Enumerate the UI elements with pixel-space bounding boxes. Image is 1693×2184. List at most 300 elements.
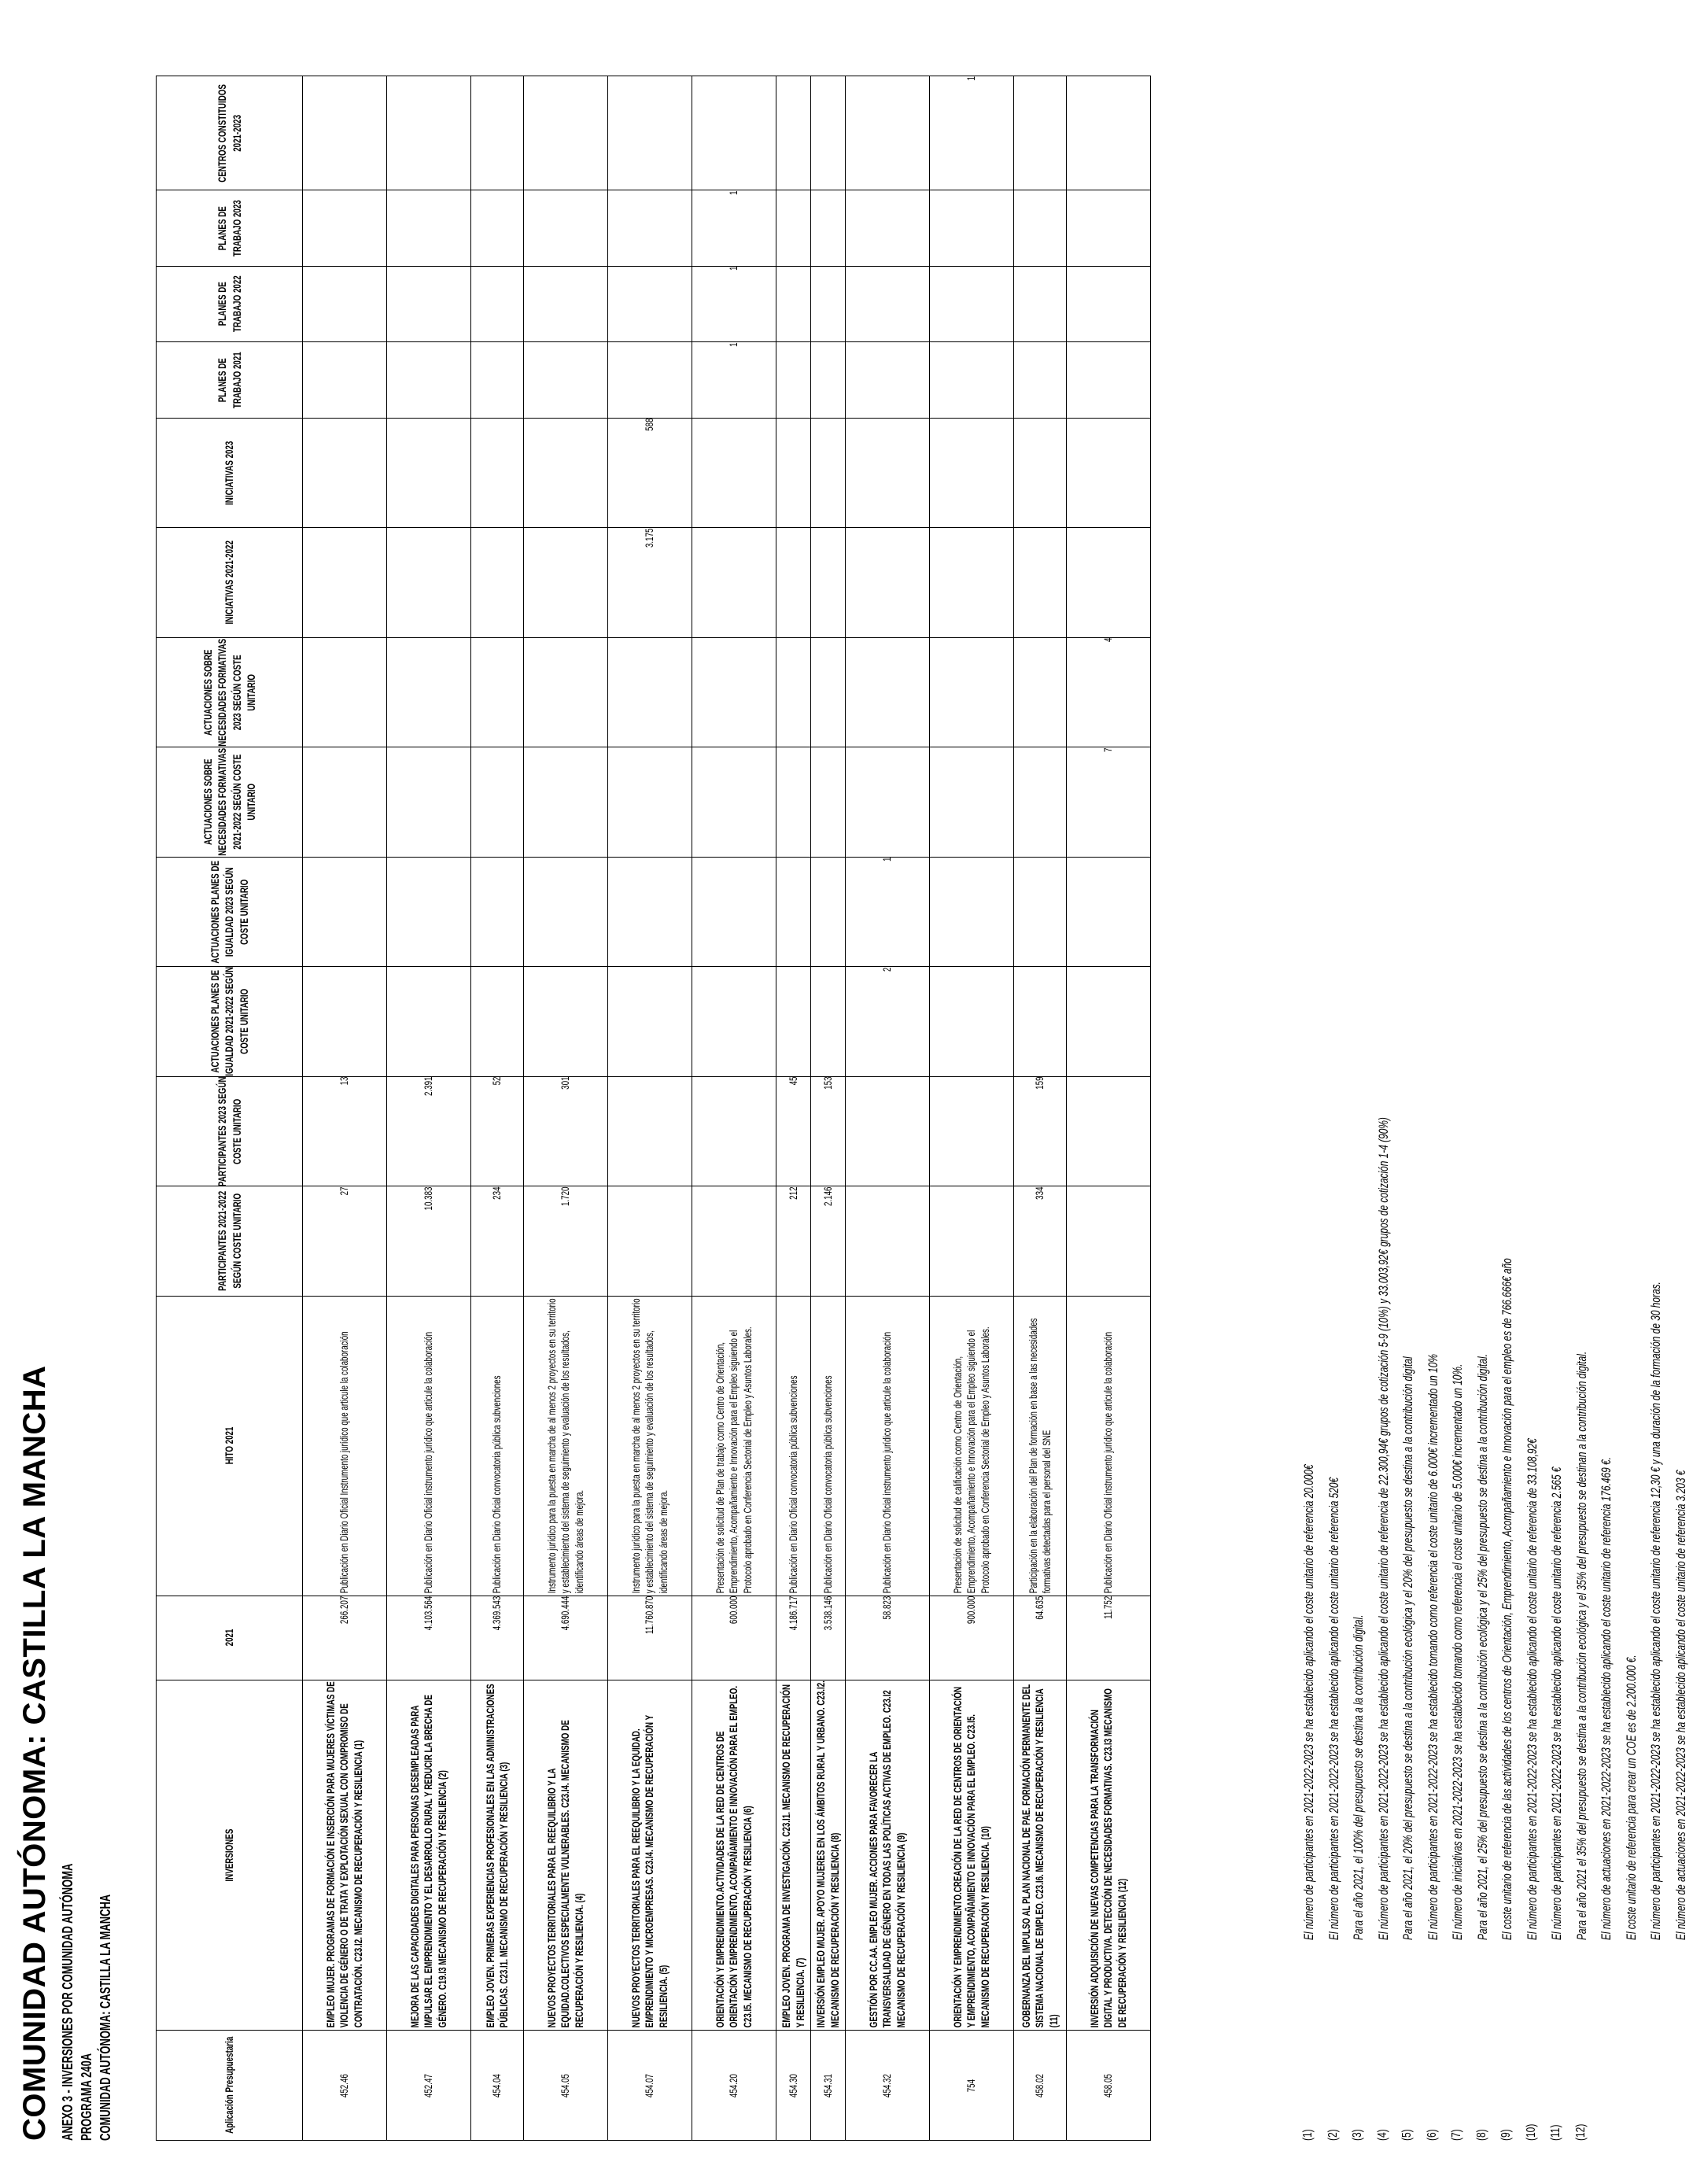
amount-2021-value: 4.369.543 (490, 1596, 503, 1631)
training-actions-2023-cell (471, 637, 524, 747)
centers-cell (930, 76, 1014, 190)
community-line: COMUNIDAD AUTÓNOMA: CASTILLA LA MANCHA (98, 1894, 113, 2141)
footnote-text: Para el año 2021, el 20% del presupuesto se destina a la contribución ecológica y el 20% del presupuesto se destina a la contribución digital (1400, 1356, 1415, 1940)
participants-2021-2022-cell (846, 1186, 930, 1297)
footnote-text: El número de iniciativas en 2021-2022-2023 se ha establecido tomando como referencia el coste unitario de 5.000€ incrementado un 10%. (1450, 1363, 1465, 1940)
work-plans-2023-cell (1067, 190, 1151, 266)
investment-value: ORIENTACIÓN Y EMPRENDIMIENTO.CREACIÓN DE LA RED DE CENTROS DE ORIENTACIÓN Y EMPRENDIMIENTO, ACOMPAÑAMIENTO E INNOVACIÓN PARA EL EMPLEO. C23.I5. MECANISMO DE RECUPERACIÓN Y RESILIENCIA. (10) (950, 1687, 991, 2028)
footnote-number: (9) (1499, 2129, 1513, 2141)
participants-2021-2022-value: 10.383 (422, 1186, 435, 1211)
investment-cell (692, 1680, 776, 2031)
initiatives-2023-cell (524, 418, 608, 528)
work-plans-2021-cell (811, 342, 846, 419)
work-plans-2021-cell (524, 342, 608, 419)
milestone-value: Publicación en Diario Oficial instrumento jurídico que articule la colaboración (1101, 1331, 1115, 1593)
work-plans-2023-cell (471, 190, 524, 266)
milestone-cell (303, 1296, 387, 1596)
equality-actions-2021-2022-value: 2 (880, 967, 894, 972)
footnote-text: El número de participantes en 2021-2022-2023 se ha establecido aplicando el coste unitario de referencia de 22.300,94€ grupos de cotización 5-9 (10%) y 33.003,92€ grupos de cotización 1-4 (90%) (1375, 1117, 1391, 1940)
column-header-label: INICIATIVAS 2021-2022 (223, 540, 236, 625)
table-header-row (157, 76, 303, 2141)
training-actions-2021-2022-cell (930, 747, 1014, 858)
milestone-cell (776, 1296, 811, 1596)
participants-2021-2022-cell (1067, 1186, 1151, 1297)
investment-value: MEJORA DE LAS CAPACIDADES DIGITALES PARA PERSONAS DESEMPLEADAS PARA IMPULSAR EL EMPRENDIMIENTO Y EL DESARROLLO RURAL Y REDUCIR LA BRECHA DE GÉNERO. C19.I3 MECANISMO DE RECUPERACIÓN Y RESILIENCIA (2) (408, 1695, 448, 2028)
work-plans-2022-cell (303, 266, 387, 342)
column-header (157, 190, 303, 266)
amount-2021-cell (1014, 1596, 1067, 1680)
centers-cell (471, 76, 524, 190)
investment-value: EMPLEO JOVEN. PRIMERAS EXPERIENCIAS PROFESIONALES EN LAS ADMINISTRACIONES PÚBLICAS. C23.I1. MECANISMO DE RECUPERACIÓN Y RESILIENCIA (3) (483, 1684, 510, 2028)
milestone-cell (692, 1296, 776, 1596)
initiatives-2023-value: 588 (643, 418, 656, 432)
initiatives-2023-cell (1014, 418, 1067, 528)
column-header (157, 1680, 303, 2031)
centers-cell (524, 76, 608, 190)
investments-table (156, 76, 1151, 2141)
training-actions-2023-cell (930, 637, 1014, 747)
table-row (811, 76, 846, 2141)
column-header (157, 528, 303, 638)
work-plans-2023-cell (387, 190, 471, 266)
column-header (157, 637, 303, 747)
equality-actions-2023-cell (303, 857, 387, 967)
equality-actions-2023-cell (846, 857, 930, 967)
initiatives-2021-2022-cell (303, 528, 387, 638)
training-actions-2023-cell (692, 637, 776, 747)
budget-code-cell (303, 2031, 387, 2141)
milestone-cell (387, 1296, 471, 1596)
initiatives-2021-2022-cell (387, 528, 471, 638)
column-header-label: PARTICIPANTES 2023 SEGÚN COSTE UNITARIO (216, 1076, 243, 1186)
footnote (1470, 17, 1496, 2141)
investment-value: ORIENTACIÓN Y EMPRENDIMIENTO.ACTIVIDADES DE LA RED DE CENTROS DE ORIENTACIÓN Y EMPRENDIMIENTO, ACOMPAÑAMIENTO E INNOVACIÓN PARA EL EMPLEO. C23.I5. MECANISMO DE RECUPERACIÓN Y RESILIENCIA (6) (713, 1686, 754, 2028)
budget-code-cell (776, 2031, 811, 2141)
training-actions-2021-2022-cell (303, 747, 387, 858)
footnote (1544, 17, 1569, 2141)
milestone-value: Presentación de solicitud de Plan de trabajo como Centro de Orientación, Emprendimiento, Acompañamiento e Innovación para el Empleo siguiendo el Protocolo aprobado en Conferencia Sectorial de Empleo y Asuntos Laborales. (713, 1326, 754, 1593)
amount-2021-cell (303, 1596, 387, 1680)
column-header (157, 747, 303, 858)
column-header-label: PLANES DE TRABAJO 2022 (216, 275, 243, 333)
footnote-number: (3) (1351, 2129, 1364, 2141)
training-actions-2023-cell (1014, 637, 1067, 747)
footnote-text: El coste unitario de referencia de las actividades de los centros de Orientación, Emprendimiento, Acompañamiento e Innovación para el empleo es de 766.666€ año (1499, 1258, 1514, 1940)
budget-code-value: 454.20 (727, 2073, 740, 2097)
footnote-text: El número de participantes en 2021-2022-2023 se ha establecido aplicando el coste unitario de referencia 2.565 € (1549, 1466, 1564, 1940)
investment-value: NUEVOS PROYECTOS TERRITORIALES PARA EL REEQUILIBRIO Y LA EQUIDAD.COLECTIVOS ESPECIALMENTE VULNERABLES. C23.I4. MECANISMO DE RECUPERACIÓN Y RESILIENCIA. (4) (544, 1720, 585, 2028)
training-actions-2021-2022-cell (1014, 747, 1067, 858)
footnote-number: (2) (1326, 2129, 1340, 2141)
milestone-cell (608, 1296, 692, 1596)
amount-2021-cell (608, 1596, 692, 1680)
investment-value: INVERSIÓN ADQUISICIÓN DE NUEVAS COMPETENCIAS PARA LA TRANSFORMACIÓN DIGITAL Y PRODUCTIVA. DETECCIÓN DE NECESIDADES FORMATIVAS. C23.I3 MECANISMO DE RECUPERACIÓN Y RESILIENCIA (12) (1087, 1688, 1128, 2028)
participants-2023-cell (811, 1076, 846, 1186)
training-actions-2023-value: 4 (1101, 637, 1115, 643)
participants-2023-value: 2.391 (422, 1076, 435, 1097)
footnote-text: Para el año 2021, el 25% del presupuesto se destina a la contribución ecológica y el 25% del presupuesto se destina a la contribución digital. (1474, 1354, 1490, 1940)
training-actions-2023-cell (811, 637, 846, 747)
participants-2023-value: 159 (1033, 1076, 1046, 1090)
participants-2021-2022-value: 2.146 (821, 1186, 834, 1206)
participants-2021-2022-cell (776, 1186, 811, 1297)
work-plans-2021-cell (1014, 342, 1067, 419)
work-plans-2021-value: 1 (727, 342, 740, 347)
work-plans-2022-cell (608, 266, 692, 342)
column-header (157, 76, 303, 190)
initiatives-2021-2022-cell (776, 528, 811, 638)
equality-actions-2023-cell (1067, 857, 1151, 967)
participants-2021-2022-cell (930, 1186, 1014, 1297)
amount-2021-value: 4.103.564 (422, 1596, 435, 1631)
budget-code-value: 458.05 (1101, 2073, 1115, 2097)
participants-2023-cell (1067, 1076, 1151, 1186)
work-plans-2021-cell (930, 342, 1014, 419)
initiatives-2021-2022-cell (1067, 528, 1151, 638)
footnote-number: (11) (1549, 2124, 1562, 2141)
budget-code-cell (692, 2031, 776, 2141)
work-plans-2022-cell (471, 266, 524, 342)
centers-cell (303, 76, 387, 190)
milestone-cell (930, 1296, 1014, 1596)
milestone-value: Publicación en Diario Oficial instrumento jurídico que articule la colaboración (422, 1331, 435, 1593)
budget-code-value: 454.05 (559, 2073, 572, 2097)
participants-2023-cell (776, 1076, 811, 1186)
work-plans-2023-cell (524, 190, 608, 266)
work-plans-2022-cell (524, 266, 608, 342)
initiatives-2023-cell (692, 418, 776, 528)
column-header (157, 342, 303, 419)
footnote-text: El número de participantes en 2021-2022-2023 se ha establecido aplicando el coste unitario de referencia de 33.108,92€ (1524, 1438, 1540, 1940)
budget-code-cell (1067, 2031, 1151, 2141)
participants-2023-value: 13 (337, 1076, 351, 1086)
equality-actions-2023-cell (1014, 857, 1067, 967)
participants-2023-cell (846, 1076, 930, 1186)
table-row (692, 76, 776, 2141)
footnote-text: El coste unitario de referencia para crear un COE es de 2.200.000 €. (1623, 1655, 1639, 1940)
column-header-label: Aplicación Presupuestaria (223, 2037, 236, 2134)
training-actions-2023-cell (387, 637, 471, 747)
amount-2021-value: 3.538.146 (821, 1596, 834, 1631)
initiatives-2023-cell (471, 418, 524, 528)
amount-2021-value: 11.752 (1101, 1596, 1115, 1620)
equality-actions-2021-2022-cell (692, 967, 776, 1077)
budget-code-cell (1014, 2031, 1067, 2141)
amount-2021-cell (387, 1596, 471, 1680)
participants-2021-2022-cell (1014, 1186, 1067, 1297)
work-plans-2022-cell (930, 266, 1014, 342)
column-header (157, 2031, 303, 2141)
participants-2021-2022-cell (303, 1186, 387, 1297)
budget-code-value: 452.46 (337, 2073, 351, 2097)
participants-2023-cell (303, 1076, 387, 1186)
work-plans-2023-cell (930, 190, 1014, 266)
work-plans-2022-cell (811, 266, 846, 342)
initiatives-2021-2022-cell (524, 528, 608, 638)
investment-cell (524, 1680, 608, 2031)
budget-code-value: 452.47 (422, 2073, 435, 2097)
investment-cell (608, 1680, 692, 2031)
budget-code-value: 454.30 (786, 2073, 799, 2097)
amount-2021-cell (1067, 1596, 1151, 1680)
participants-2023-value: 52 (490, 1076, 503, 1086)
participants-2021-2022-cell (524, 1186, 608, 1297)
footnote (1371, 17, 1396, 2141)
footnote-number: (8) (1474, 2129, 1488, 2141)
milestone-value: Publicación en Diario Oficial convocatoria pública subvenciones (786, 1375, 799, 1593)
column-header-label: 2021 (223, 1629, 236, 1647)
budget-code-value: 458.02 (1033, 2073, 1046, 2097)
centers-cell (846, 76, 930, 190)
equality-actions-2021-2022-cell (303, 967, 387, 1077)
amount-2021-value: 64.635 (1033, 1596, 1046, 1620)
footnote (1445, 17, 1470, 2141)
initiatives-2021-2022-cell (846, 528, 930, 638)
investment-cell (1014, 1680, 1067, 2031)
centers-cell (1067, 76, 1151, 190)
footnote (1569, 17, 1595, 2141)
centers-cell (1014, 76, 1067, 190)
initiatives-2023-cell (303, 418, 387, 528)
budget-code-cell (811, 2031, 846, 2141)
investment-value: INVERSIÓN EMPLEO MUJER. APOYO MUJERES EN LOS ÁMBITOS RURAL Y URBANO. C23.I2. MECANISMO DE RECUPERACIÓN Y RESILIENCIA (8) (814, 1680, 841, 2028)
training-actions-2023-cell (776, 637, 811, 747)
footnote-text: El número de participantes en 2021-2022-2023 se ha establecido tomando como referencia el coste unitario de 6.000€ incrementado un 10% (1425, 1354, 1440, 1940)
amount-2021-cell (811, 1596, 846, 1680)
program-line: PROGRAMA 240A (79, 2053, 94, 2141)
training-actions-2023-cell (524, 637, 608, 747)
budget-code-cell (471, 2031, 524, 2141)
amount-2021-cell (524, 1596, 608, 1680)
footnote-number: (7) (1450, 2129, 1463, 2141)
equality-actions-2023-cell (930, 857, 1014, 967)
centers-cell (811, 76, 846, 190)
initiatives-2021-2022-cell (471, 528, 524, 638)
column-header-label: HITO 2021 (223, 1426, 236, 1465)
work-plans-2023-cell (692, 190, 776, 266)
annex-line: ANEXO 3 - INVERSIONES POR COMUNIDAD AUTÓNOMA (60, 1863, 76, 2141)
training-actions-2023-cell (303, 637, 387, 747)
work-plans-2021-cell (776, 342, 811, 419)
table-row (524, 76, 608, 2141)
table-row (846, 76, 930, 2141)
footnote-number: (12) (1573, 2123, 1588, 2141)
training-actions-2021-2022-cell (692, 747, 776, 858)
training-actions-2023-cell (608, 637, 692, 747)
equality-actions-2023-cell (811, 857, 846, 967)
training-actions-2021-2022-cell (1067, 747, 1151, 858)
centers-cell (387, 76, 471, 190)
footnote (1322, 17, 1347, 2141)
budget-code-value: 454.32 (880, 2073, 894, 2097)
budget-code-cell (387, 2031, 471, 2141)
work-plans-2022-cell (692, 266, 776, 342)
work-plans-2023-cell (776, 190, 811, 266)
budget-code-value: 454.31 (821, 2073, 834, 2097)
training-actions-2021-2022-cell (846, 747, 930, 858)
amount-2021-value: 11.760.870 (643, 1596, 656, 1635)
initiatives-2021-2022-cell (930, 528, 1014, 638)
investment-cell (930, 1680, 1014, 2031)
column-header (157, 1186, 303, 1297)
milestone-cell (471, 1296, 524, 1596)
equality-actions-2021-2022-cell (930, 967, 1014, 1077)
milestone-value: Publicación en Diario Oficial convocatoria pública subvenciones (821, 1375, 834, 1593)
budget-code-value: 454.04 (490, 2073, 503, 2097)
centers-cell (608, 76, 692, 190)
work-plans-2021-cell (1067, 342, 1151, 419)
investment-value: NUEVOS PROYECTOS TERRITORIALES PARA EL REEQUILIBRIO Y LA EQUIDAD. EMPRENDIMIENTO Y MICROEMPRESAS. C23.I4. MECANISMO DE RECUPERACIÓN Y RESILIENCIA. (5) (629, 1715, 669, 2028)
investment-cell (776, 1680, 811, 2031)
page-title: COMUNIDAD AUTÓNOMA: CASTILLA LA MANCHA (17, 1365, 52, 2141)
equality-actions-2021-2022-cell (471, 967, 524, 1077)
work-plans-2022-cell (846, 266, 930, 342)
footnote (1669, 17, 1693, 2141)
equality-actions-2023-cell (471, 857, 524, 967)
footnote (1643, 17, 1669, 2141)
work-plans-2023-cell (303, 190, 387, 266)
footnote (1296, 17, 1322, 2141)
milestone-value: Instrumento jurídico para la puesta en marcha de al menos 2 proyectos en su territorio y establecimiento del sistema de seguimiento y evaluación de los resultados, identificando áreas de mejora. (544, 1298, 585, 1593)
equality-actions-2023-cell (524, 857, 608, 967)
column-header (157, 266, 303, 342)
equality-actions-2021-2022-cell (387, 967, 471, 1077)
participants-2021-2022-value: 212 (786, 1186, 799, 1200)
milestone-cell (846, 1296, 930, 1596)
table-row (1067, 76, 1151, 2141)
equality-actions-2021-2022-cell (1014, 967, 1067, 1077)
work-plans-2021-cell (471, 342, 524, 419)
investment-cell (846, 1680, 930, 2031)
participants-2023-cell (692, 1076, 776, 1186)
equality-actions-2023-cell (387, 857, 471, 967)
work-plans-2023-value: 1 (727, 190, 740, 195)
initiatives-2023-cell (1067, 418, 1151, 528)
milestone-value: Publicación en Diario Oficial instrumento jurídico que articule la colaboración (880, 1331, 894, 1593)
participants-2023-value: 45 (786, 1076, 799, 1086)
milestone-value: Presentación de solicitud de calificación como Centro de Orientación, Emprendimiento, Acompañamiento e Innovación para el Empleo siguiendo el Protocolo aprobado en Conferencia Sectorial de Empleo y Asuntos Laborales. (950, 1326, 991, 1593)
equality-actions-2021-2022-cell (608, 967, 692, 1077)
milestone-cell (811, 1296, 846, 1596)
participants-2021-2022-cell (471, 1186, 524, 1297)
participants-2021-2022-cell (608, 1186, 692, 1297)
footnote (1520, 17, 1545, 2141)
initiatives-2023-cell (846, 418, 930, 528)
equality-actions-2021-2022-cell (846, 967, 930, 1077)
participants-2021-2022-cell (692, 1186, 776, 1297)
footnote (1421, 17, 1446, 2141)
column-header-label: PLANES DE TRABAJO 2023 (216, 199, 243, 256)
work-plans-2022-cell (776, 266, 811, 342)
equality-actions-2021-2022-cell (524, 967, 608, 1077)
investment-value: EMPLEO MUJER. PROGRAMAS DE FORMACIÓN E INSERCIÓN PARA MUJERES VÍCTIMAS DE VIOLENCIA DE GÉNERO O DE TRATA Y EXPLOTACIÓN SEXUAL CON COMPROMISO DE CONTRATACIÓN. C23.I2. MECANISMO DE RECUPERACIÓN Y RESILIENCIA (1) (323, 1681, 364, 2028)
amount-2021-value: 600.000 (727, 1596, 740, 1625)
investment-value: GOBERNANZA DEL IMPULSO AL PLAN NACIONAL DE PAE. FORMACIÓN PERMANENTE DEL SISTEMA NACIONAL DE EMPLEO. C23.I6. MECANISMO DE RECUPERACIÓN Y RESILIENCIA (11) (1019, 1684, 1060, 2028)
footnote-number: (4) (1375, 2129, 1389, 2141)
initiatives-2023-cell (930, 418, 1014, 528)
footnote-number: (5) (1400, 2129, 1414, 2141)
centers-cell (776, 76, 811, 190)
participants-2021-2022-cell (387, 1186, 471, 1297)
milestone-cell (1014, 1296, 1067, 1596)
participants-2021-2022-cell (811, 1186, 846, 1297)
equality-actions-2021-2022-cell (776, 967, 811, 1077)
work-plans-2023-cell (811, 190, 846, 266)
milestone-value: Publicación en Diario Oficial Instrumento jurídico que articule la colaboración (337, 1331, 351, 1593)
amount-2021-value: 266.207 (337, 1596, 351, 1625)
equality-actions-2023-cell (776, 857, 811, 967)
equality-actions-2023-cell (692, 857, 776, 967)
milestone-value: Instrumento jurídico para la puesta en marcha de al menos 2 proyectos en su territorio y establecimiento del sistema de seguimiento y evaluación de los resultados, identificando áreas de mejora. (629, 1298, 669, 1593)
footnote-text: El número de participantes en 2021-2022-2023 se ha establecido aplicando el coste unitario de referencia 520€ (1326, 1477, 1341, 1940)
initiatives-2023-cell (608, 418, 692, 528)
training-actions-2023-cell (846, 637, 930, 747)
column-header-label: INVERSIONES (223, 1828, 236, 1882)
training-actions-2021-2022-cell (471, 747, 524, 858)
footnote-text: El número de actuaciones en 2021-2022-2023 se ha establecido aplicando el coste unitario de referencia 176.469 €. (1599, 1457, 1614, 1940)
amount-2021-cell (692, 1596, 776, 1680)
table-row (776, 76, 811, 2141)
participants-2021-2022-value: 27 (337, 1186, 351, 1196)
participants-2021-2022-value: 334 (1033, 1186, 1046, 1200)
amount-2021-value: 4.690.444 (559, 1596, 572, 1631)
column-header-label: ACTUACIONES SOBRE NECESIDADES FORMATIVAS 2021-2022 SEGÚN COSTE UNITARIO (201, 748, 257, 856)
column-header (157, 857, 303, 967)
column-header (157, 1076, 303, 1186)
investment-cell (387, 1680, 471, 2031)
footnote-text: El número de participantes en 2021-2022-2023 se ha establecido aplicando el coste unitario de referencia 12,30 € y una duración de la formación de 30 horas. (1648, 1282, 1663, 1940)
footnote-text: El número de actuaciones en 2021-2022-2023 se ha establecido aplicando el coste unitario de referencia 3.203 € (1673, 1470, 1688, 1940)
investment-cell (303, 1680, 387, 2031)
work-plans-2022-cell (1067, 266, 1151, 342)
milestone-cell (1067, 1296, 1151, 1596)
footnote-text: El número de participantes en 2021-2022-2023 se ha establecido aplicando el coste unitario de referencia 20.000€ (1301, 1464, 1316, 1940)
participants-2023-cell (1014, 1076, 1067, 1186)
column-header (157, 1296, 303, 1596)
table-row (303, 76, 387, 2141)
amount-2021-value: 58.823 (880, 1596, 894, 1620)
equality-actions-2023-cell (608, 857, 692, 967)
training-actions-2021-2022-cell (387, 747, 471, 858)
equality-actions-2021-2022-cell (1067, 967, 1151, 1077)
amount-2021-cell (776, 1596, 811, 1680)
amount-2021-cell (846, 1596, 930, 1680)
equality-actions-2021-2022-cell (811, 967, 846, 1077)
table-row (608, 76, 692, 2141)
initiatives-2021-2022-cell (692, 528, 776, 638)
amount-2021-value: 4.186.717 (786, 1596, 799, 1631)
budget-code-cell (524, 2031, 608, 2141)
work-plans-2022-cell (387, 266, 471, 342)
column-header-label: ACTUACIONES SOBRE NECESIDADES FORMATIVAS 2023 SEGÚN COSTE UNITARIO (201, 638, 257, 747)
initiatives-2021-2022-cell (1014, 528, 1067, 638)
centers-cell (692, 76, 776, 190)
investment-cell (471, 1680, 524, 2031)
amount-2021-value: 900.000 (965, 1596, 978, 1625)
column-header-label: PLANES DE TRABAJO 2021 (216, 351, 243, 408)
column-header-label: CENTROS CONSTITUIDOS 2021-2023 (216, 83, 243, 183)
training-actions-2023-cell (1067, 637, 1151, 747)
amount-2021-cell (930, 1596, 1014, 1680)
work-plans-2022-cell (1014, 266, 1067, 342)
footnote-text: Para el año 2021, el 100% del presupuesto se destina a la contribución digital. (1351, 1614, 1366, 1940)
column-header-label: ACTUACIONES PLANES DE IGUALDAD 2023 SEGÚN COSTE UNITARIO (208, 860, 250, 964)
milestone-cell (524, 1296, 608, 1596)
investment-cell (811, 1680, 846, 2031)
budget-code-cell (608, 2031, 692, 2141)
initiatives-2021-2022-cell (811, 528, 846, 638)
training-actions-2021-2022-cell (524, 747, 608, 858)
